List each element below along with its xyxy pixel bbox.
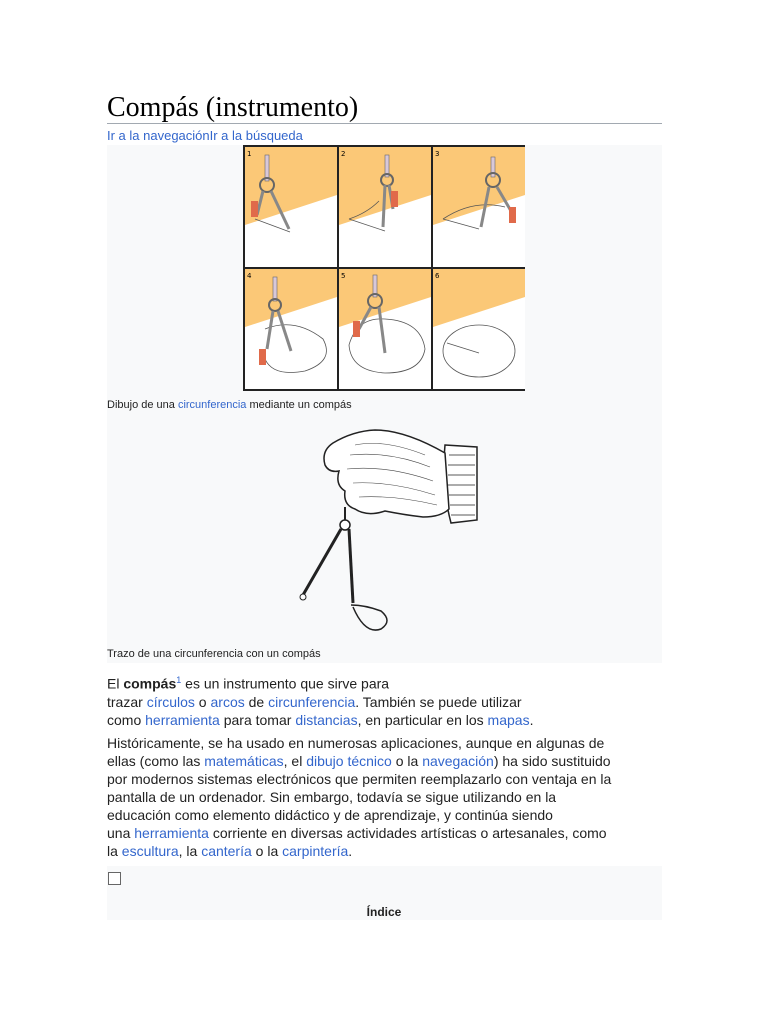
- panel-4: [245, 269, 337, 389]
- line: la escultura, la cantería o la carpintería.: [107, 843, 353, 859]
- figure2-caption: Trazo de una circunferencia con un compás: [107, 648, 321, 660]
- carpinteria-link[interactable]: carpintería: [282, 843, 349, 859]
- term-compas: compás: [123, 675, 177, 692]
- intro-paragraph: [107, 671, 662, 729]
- history-paragraph: [107, 734, 662, 860]
- circunferencia-link[interactable]: circunferencia: [268, 693, 356, 710]
- canteria-link[interactable]: cantería: [201, 843, 252, 859]
- panel-number: 1: [247, 150, 252, 158]
- panel-number: 2: [341, 150, 346, 158]
- panel-1: [245, 147, 337, 267]
- distancias-link[interactable]: distancias: [295, 711, 358, 728]
- hand-compass-engraving[interactable]: [295, 425, 480, 640]
- herramienta-link[interactable]: herramienta: [134, 825, 209, 841]
- panel-number: 3: [435, 150, 440, 158]
- figure1-caption: Dibujo de una circunferencia mediante un compás: [107, 399, 352, 411]
- toc-title: Índice: [366, 905, 402, 919]
- panel-number: 5: [341, 272, 346, 280]
- line: por modernos sistemas electrónicos que permiten reemplazarlo con ventaja en la: [107, 771, 612, 787]
- jump-to-navigation-link[interactable]: Ir a la navegación: [107, 128, 210, 143]
- escultura-link[interactable]: escultura: [121, 843, 179, 859]
- arcos-link[interactable]: arcos: [210, 693, 245, 710]
- line: ellas (como las matemáticas, el dibujo técnico o la navegación) ha sido sustituido: [107, 753, 611, 769]
- reference-1[interactable]: 1: [176, 675, 182, 685]
- panel-2: [339, 147, 431, 267]
- page-title: Compás (instrumento): [107, 92, 359, 123]
- jump-to-search-link[interactable]: Ir a la búsqueda: [209, 128, 303, 143]
- panel-number: 6: [435, 272, 440, 280]
- panel-6: [433, 269, 525, 389]
- toc-toggle-checkbox[interactable]: [108, 872, 121, 885]
- compass-steps-figure[interactable]: [243, 145, 525, 391]
- panel-number: 4: [247, 272, 252, 280]
- panel-3: [433, 147, 525, 267]
- line: trazar círculos o arcos de circunferencia. También se puede utilizar: [107, 693, 522, 710]
- line: Históricamente, se ha usado en numerosas aplicaciones, aunque en algunas de: [107, 735, 605, 751]
- line: pantalla de un ordenador. Sin embargo, todavía se sigue utilizando en la: [107, 789, 557, 805]
- matematicas-link[interactable]: matemáticas: [204, 753, 284, 769]
- circunferencia-link[interactable]: circunferencia: [177, 399, 247, 411]
- title-divider: [107, 123, 662, 124]
- herramienta-link[interactable]: herramienta: [145, 711, 220, 728]
- jump-links: [107, 128, 303, 143]
- line: como herramienta para tomar distancias, en particular en los mapas.: [107, 711, 534, 728]
- line: educación como elemento didáctico y de aprendizaje, y continúa siendo: [107, 807, 553, 823]
- dibujo-tecnico-link[interactable]: dibujo técnico: [306, 753, 392, 769]
- mapas-link[interactable]: mapas: [487, 711, 530, 728]
- circulos-link[interactable]: círculos: [146, 693, 195, 710]
- line: una herramienta corriente en diversas actividades artísticas o artesanales, como: [107, 825, 607, 841]
- panel-5: [339, 269, 431, 389]
- line: El compás$^1$ es un instrumento que sirve para: [107, 675, 390, 692]
- navegacion-link[interactable]: navegación: [422, 753, 494, 769]
